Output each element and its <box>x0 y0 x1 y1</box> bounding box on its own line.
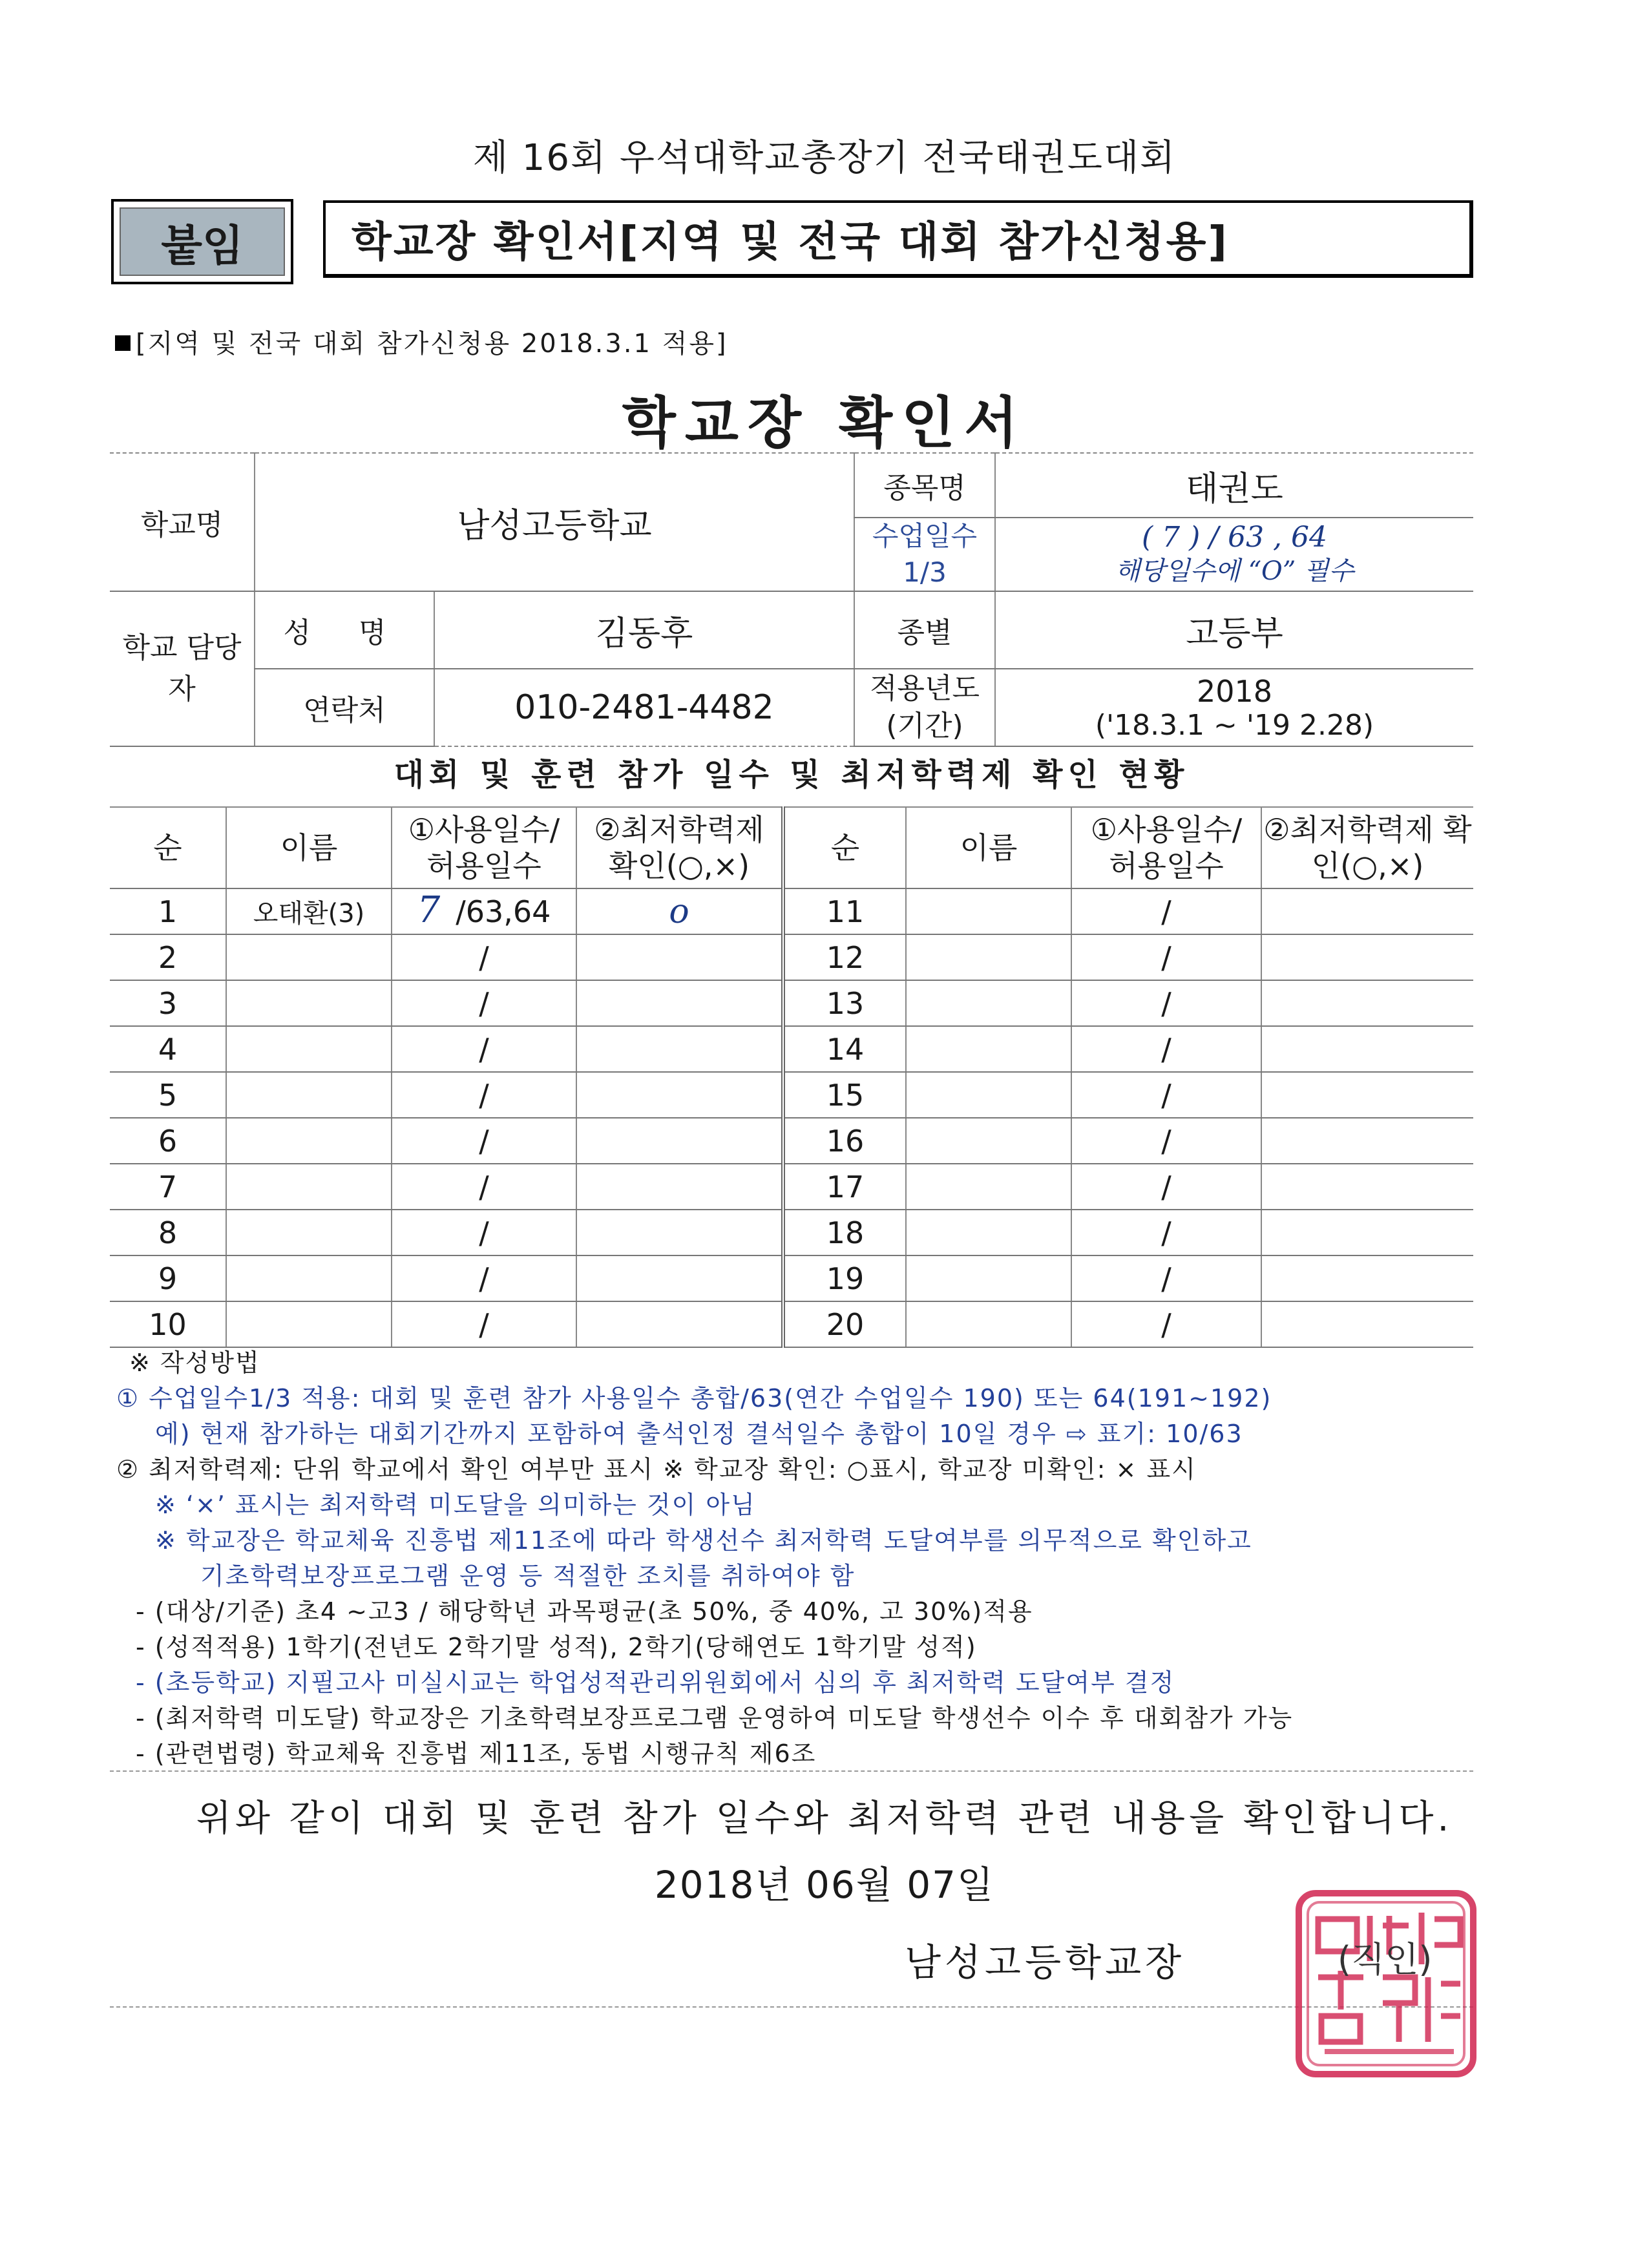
row-no: 9 <box>110 1255 226 1301</box>
instructions <box>110 1345 1499 1772</box>
row-no: 4 <box>110 1026 226 1072</box>
table-row <box>110 1301 1473 1347</box>
attachment-tag <box>111 199 293 284</box>
row-no: 20 <box>783 1301 906 1347</box>
header-confirm-left: ②최저학력제 확인(○,×) <box>576 807 783 888</box>
row-name <box>906 1210 1071 1255</box>
instruction-dash-1: - (대상/기준) 초4 ~고3 / 해당학년 과목평균(초 50%, 중 40%, 고 30%)적용 <box>136 1597 1033 1626</box>
instruction-item-2a: ② 최저학력제: 단위 학교에서 확인 여부만 표시 ※ 학교장 확인: ○표시, 학교장 미확인: × 표시 <box>116 1455 1197 1484</box>
row-no: 1 <box>110 888 226 934</box>
instruction-item-2b: ※ ‘×’ 표시는 최저학력 미도달을 의미하는 것이 아님 <box>155 1491 756 1519</box>
row-no: 5 <box>110 1072 226 1118</box>
instruction-item-1a: ① 수업일수1/3 적용: 대회 및 훈련 참가 사용일수 총합/63(연간 수업일수 190) 또는 64(191~192) <box>116 1384 1272 1412</box>
table-row <box>110 1255 1473 1301</box>
row-no: 3 <box>110 980 226 1026</box>
row-no: 7 <box>110 1164 226 1210</box>
instruction-dash-3: - (초등학교) 지필고사 미실시교는 학업성적관리위원회에서 심의 후 최저학력 도달여부 결정 <box>136 1668 1175 1697</box>
attachment-tag-label: 붙임 <box>120 207 285 276</box>
table-row <box>110 934 1473 980</box>
table-row <box>110 1072 1473 1118</box>
division-label: 종별 <box>854 591 995 669</box>
roster-table <box>110 806 1473 1348</box>
row-confirm <box>1261 1210 1473 1255</box>
document-date: 2018년 06월 07일 <box>654 1863 995 1907</box>
apply-period-value: ('18.3.1 ~ '19 2.28) <box>1095 708 1374 742</box>
row-no: 12 <box>783 934 906 980</box>
row-confirm <box>576 1118 783 1164</box>
row-name <box>226 980 392 1026</box>
row-no: 19 <box>783 1255 906 1301</box>
row-days: / <box>392 1164 576 1210</box>
school-info-table <box>110 452 1473 747</box>
apply-year-value: 2018 <box>1196 673 1273 709</box>
header-days-left: ①사용일수/ 허용일수 <box>392 807 576 888</box>
row-name <box>226 1164 392 1210</box>
row-no: 18 <box>783 1210 906 1255</box>
header-no-right: 순 <box>783 807 906 888</box>
manager-label: 학교 담당자 <box>110 591 255 746</box>
instruction-item-2c: ※ 학교장은 학교체육 진흥법 제11조에 따라 학생선수 최저학력 도달여부를 의무적으로 확인하고 <box>155 1526 1252 1555</box>
row-name <box>226 934 392 980</box>
row-name <box>906 1255 1071 1301</box>
row-name: 오태환(3) <box>226 888 392 934</box>
row-days: / <box>1071 934 1261 980</box>
seal-label: (직인) <box>1338 1939 1433 1980</box>
class-days-value: ( 7 ) / 63 , 64 <box>1141 521 1328 554</box>
header-no-left: 순 <box>110 807 226 888</box>
row-no: 10 <box>110 1301 226 1347</box>
row-name <box>906 1026 1071 1072</box>
instruction-dash-4: - (최저학력 미도달) 학교장은 기초학력보장프로그램 운영하여 미도달 학생선수 이수 후 대회참가 가능 <box>136 1704 1294 1732</box>
row-confirm <box>1261 980 1473 1026</box>
row-name <box>906 980 1071 1026</box>
event-value: 태권도 <box>995 453 1473 518</box>
row-days <box>392 888 576 934</box>
row-days: / <box>1071 1072 1261 1118</box>
row-days: / <box>392 1118 576 1164</box>
event-title: 제 16회 우석대학교총장기 전국태권도대회 <box>472 137 1177 179</box>
row-name <box>906 888 1071 934</box>
row-days: / <box>392 1255 576 1301</box>
manager-name-label: 성 명 <box>255 591 434 669</box>
school-name-label: 학교명 <box>110 453 255 591</box>
principal-title: 남성고등학교장 <box>905 1940 1186 1984</box>
page-title: 학교장 확인서 <box>622 391 1027 456</box>
row-days: / <box>1071 888 1261 934</box>
header-confirm-right: ②최저학력제 확인(○,×) <box>1261 807 1473 888</box>
row-confirm <box>576 1210 783 1255</box>
row-name <box>906 1118 1071 1164</box>
row-confirm <box>1261 888 1473 934</box>
instruction-item-1b: 예) 현재 참가하는 대회기간까지 포함하여 출석인정 결석일수 총합이 10일 경우 ⇨ 표기: 10/63 <box>155 1420 1243 1448</box>
instructions-title: ※ 작성방법 <box>129 1349 260 1377</box>
square-bullet-icon <box>115 335 131 351</box>
row-name <box>906 1301 1071 1347</box>
row-days: / <box>1071 1210 1261 1255</box>
row-no: 6 <box>110 1118 226 1164</box>
row-used-days: 7 <box>417 889 441 931</box>
header-name-right: 이름 <box>906 807 1071 888</box>
row-days: / <box>1071 980 1261 1026</box>
apply-note-text: [지역 및 전국 대회 참가신청용 2018.3.1 적용] <box>136 329 728 359</box>
row-no: 17 <box>783 1164 906 1210</box>
row-no: 15 <box>783 1072 906 1118</box>
row-confirm <box>1261 1164 1473 1210</box>
row-days: / <box>392 1210 576 1255</box>
instruction-dash-5: - (관련법령) 학교체육 진흥법 제11조, 동법 시행규칙 제6조 <box>136 1739 817 1768</box>
header-days-right: ①사용일수/ 허용일수 <box>1071 807 1261 888</box>
row-days: / <box>392 980 576 1026</box>
apply-year-label: 적용년도 (기간) <box>854 669 995 746</box>
manager-name-value: 김동후 <box>434 591 854 669</box>
row-no: 2 <box>110 934 226 980</box>
table-row <box>110 1118 1473 1164</box>
apply-note <box>115 323 728 360</box>
divider <box>110 2006 1473 2008</box>
row-days: / <box>1071 1164 1261 1210</box>
row-days: / <box>1071 1026 1261 1072</box>
row-no: 16 <box>783 1118 906 1164</box>
row-confirm <box>576 934 783 980</box>
row-no: 14 <box>783 1026 906 1072</box>
contact-value: 010-2481-4482 <box>434 669 854 746</box>
official-seal-icon <box>1292 1887 1480 2081</box>
row-no: 13 <box>783 980 906 1026</box>
table-row <box>110 980 1473 1026</box>
apply-year-cell <box>995 669 1473 746</box>
row-days: / <box>392 1026 576 1072</box>
row-confirm <box>576 1026 783 1072</box>
school-name-value: 남성고등학교 <box>255 453 854 591</box>
row-no: 8 <box>110 1210 226 1255</box>
row-name <box>906 934 1071 980</box>
row-confirm <box>576 1255 783 1301</box>
event-label: 종목명 <box>854 453 995 518</box>
row-days: / <box>1071 1301 1261 1347</box>
row-confirm <box>1261 1026 1473 1072</box>
row-confirm <box>576 980 783 1026</box>
row-days: / <box>392 934 576 980</box>
table-row <box>110 1164 1473 1210</box>
instruction-dash-2: - (성적적용) 1학기(전년도 2학기말 성적), 2학기(당해연도 1학기말 성적) <box>136 1633 977 1661</box>
row-days: / <box>392 1301 576 1347</box>
table-row <box>110 888 1473 934</box>
contact-label: 연락처 <box>255 669 434 746</box>
roster-section-title: 대회 및 훈련 참가 일수 및 최저학력제 확인 현황 <box>394 757 1190 793</box>
row-name <box>226 1026 392 1072</box>
row-confirm: o <box>576 888 783 934</box>
divider <box>110 1770 1473 1772</box>
row-confirm <box>576 1072 783 1118</box>
header-name-left: 이름 <box>226 807 392 888</box>
row-confirm <box>576 1301 783 1347</box>
row-name <box>906 1072 1071 1118</box>
class-days-cell <box>995 518 1473 591</box>
row-days: / <box>1071 1255 1261 1301</box>
row-confirm <box>576 1164 783 1210</box>
table-row <box>110 1026 1473 1072</box>
class-days-label: 수업일수 1/3 <box>854 518 995 591</box>
row-confirm <box>1261 1255 1473 1301</box>
table-row <box>110 1210 1473 1255</box>
row-confirm <box>1261 1301 1473 1347</box>
row-confirm <box>1261 934 1473 980</box>
instruction-item-2d: 기초학력보장프로그램 운영 등 적절한 조치를 취하여야 함 <box>200 1562 856 1590</box>
confirmation-text: 위와 같이 대회 및 훈련 참가 일수와 최저학력 관련 내용을 확인합니다. <box>196 1798 1453 1840</box>
row-name <box>226 1301 392 1347</box>
row-days: / <box>1071 1118 1261 1164</box>
row-allowed-days: /63,64 <box>456 894 551 929</box>
row-days: / <box>392 1072 576 1118</box>
row-name <box>226 1118 392 1164</box>
class-days-note: 해당일수에 “O” 필수 <box>1115 556 1354 586</box>
row-name <box>226 1210 392 1255</box>
row-name <box>226 1255 392 1301</box>
division-value: 고등부 <box>995 591 1473 669</box>
row-confirm <box>1261 1072 1473 1118</box>
row-confirm <box>1261 1118 1473 1164</box>
row-no: 11 <box>783 888 906 934</box>
document-heading: 학교장 확인서[지역 및 전국 대회 참가신청용] <box>323 200 1473 278</box>
row-name <box>906 1164 1071 1210</box>
row-name <box>226 1072 392 1118</box>
